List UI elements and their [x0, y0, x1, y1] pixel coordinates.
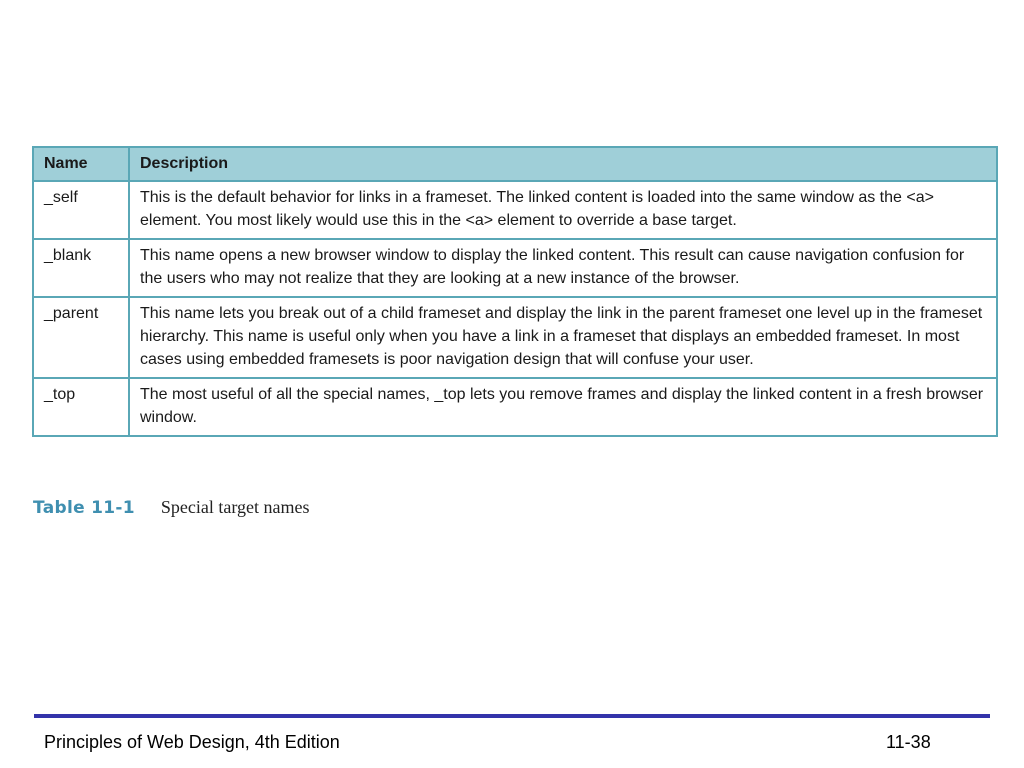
- table-row: [34, 378, 996, 435]
- table-caption: [33, 497, 310, 521]
- table-caption-text: Special target names: [160, 497, 310, 517]
- row-description-cell: This is the default behavior for links in a frameset. The linked content is loaded into the same window as the <a> element. You most likely would use this in the <a> element to override a base target.: [129, 181, 996, 239]
- table-row: [34, 181, 996, 239]
- table-row: [34, 297, 996, 378]
- row-name-cell: _parent: [34, 297, 129, 378]
- footer-page-number: 11-38: [886, 732, 931, 752]
- row-name-cell: _self: [34, 181, 129, 239]
- row-description-cell: This name opens a new browser window to display the linked content. This result can cause navigation confusion for the users who may not realize that they are looking at a new instance of the browser.: [129, 239, 996, 297]
- row-description-cell: This name lets you break out of a child frameset and display the link in the parent frameset one level up in the frameset hierarchy. This name is useful only when you have a link in a frameset that displays an embedded frameset. In most cases using embedded framesets is poor navigation design that will confuse your user.: [129, 297, 996, 378]
- row-description-cell: The most useful of all the special names, _top lets you remove frames and display the linked content in a fresh browser window.: [140, 386, 984, 426]
- footer-book-title: Principles of Web Design, 4th Edition: [44, 732, 340, 752]
- column-header-description: Description: [129, 148, 996, 181]
- target-names-table: [32, 146, 998, 437]
- table-header-row: [34, 148, 996, 181]
- row-name-cell: _blank: [34, 239, 129, 297]
- table-row: [34, 239, 996, 297]
- row-name-cell: _top: [34, 378, 129, 435]
- table: [34, 148, 996, 435]
- table-caption-label: Table 11-1: [33, 498, 135, 518]
- column-header-name: Name: [34, 148, 129, 181]
- footer-divider: [34, 714, 990, 718]
